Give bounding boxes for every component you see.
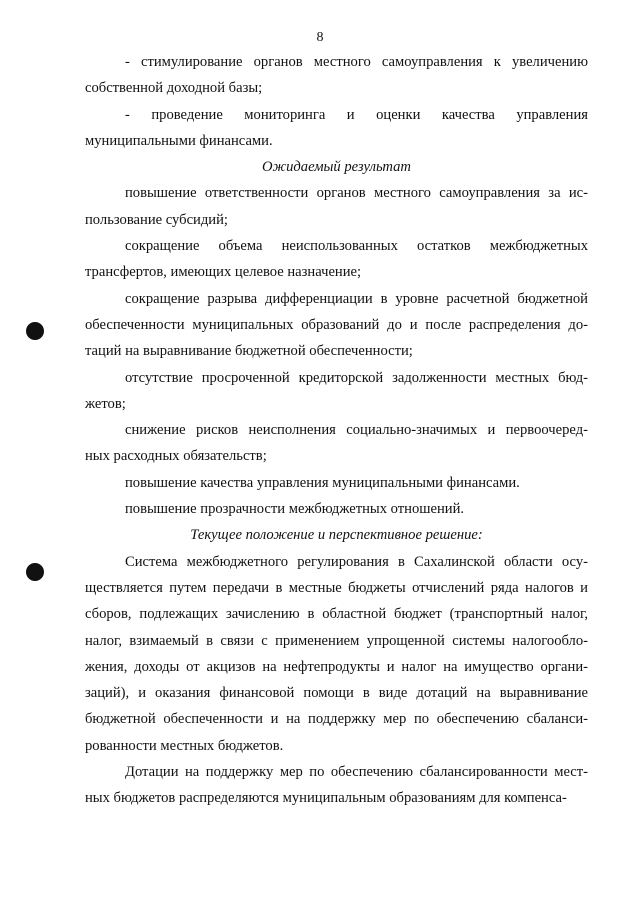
text-line: ных расходных обязательств; (85, 448, 267, 465)
expected-result-item (85, 496, 588, 522)
text-line: ществляется путем передачи в местные бюджеты отчислений ряда налогов и (85, 579, 588, 596)
text-line: рованности местных бюджетов. (85, 737, 284, 754)
expected-result-item (85, 286, 588, 365)
text-line: Система межбюджетного регулирования в Сахалинской области осу- (125, 553, 588, 570)
paragraph (85, 759, 588, 812)
text-line: заций), и оказания финансовой помощи в виде дотаций на выравнивание (85, 685, 588, 702)
paragraph (85, 549, 588, 759)
section-heading-current-situation: Текущее положение и перспективное решение: (190, 527, 483, 544)
expected-result-item (85, 365, 588, 418)
text-line: собственной доходной базы; (85, 80, 263, 97)
text-line: муниципальными финансами. (85, 132, 273, 149)
text-line: трансфертов, имеющих целевое назначение; (85, 264, 362, 281)
text-line: Дотации на поддержку мер по обеспечению сбалансированности мест- (125, 764, 588, 781)
intro-list (85, 49, 588, 154)
text-line: сокращение разрыва дифференциации в уровне расчетной бюджетной (125, 290, 588, 307)
document-body (85, 49, 588, 812)
page-number: 8 (316, 30, 324, 45)
text-line: повышение ответственности органов местного самоуправления за ис- (125, 185, 588, 202)
text-line: налог, взимаемый в связи с применением упрощенной системы налогообло- (85, 632, 588, 649)
expected-result-item (85, 470, 588, 496)
text-line: сокращение объема неиспользованных остатков межбюджетных (125, 238, 588, 255)
intro-item (85, 102, 588, 155)
text-line: - проведение мониторинга и оценки качества управления (125, 106, 588, 123)
text-line: снижение рисков неисполнения социально-значимых и первоочеред- (125, 422, 588, 439)
expected-result-item (85, 417, 588, 470)
text-line: сборов, подлежащих зачислению в областной бюджет (транспортный налог, (85, 606, 588, 623)
expected-result-item (85, 180, 588, 233)
text-line: повышение качества управления муниципальными финансами. (125, 474, 520, 491)
intro-item (85, 49, 588, 102)
text-line: ных бюджетов распределяются муниципальным образованиям для компенса- (85, 790, 567, 807)
text-line: бюджетной обеспеченности и на поддержку мер по обеспечению сбаланси- (85, 711, 588, 728)
text-line: - стимулирование органов местного самоуправления к увеличению (125, 54, 588, 70)
text-line: отсутствие просроченной кредиторской задолженности местных бюд- (125, 369, 588, 386)
expected-result-item (85, 233, 588, 286)
current-situation-text (85, 549, 588, 812)
text-line: обеспеченности муниципальных образований до и после распределения до- (85, 316, 588, 333)
text-line: пользование субсидий; (85, 211, 228, 228)
text-line: повышение прозрачности межбюджетных отношений. (125, 501, 465, 518)
punch-hole (26, 322, 44, 340)
text-line: таций на выравнивание бюджетной обеспеченности; (85, 343, 413, 360)
section-heading-expected-result: Ожидаемый результат (262, 159, 411, 176)
text-line: жетов; (85, 395, 126, 412)
expected-result-list (85, 180, 588, 522)
punch-hole (26, 563, 44, 581)
text-line: жения, доходы от акцизов на нефтепродукты и налог на имущество органи- (85, 658, 588, 675)
